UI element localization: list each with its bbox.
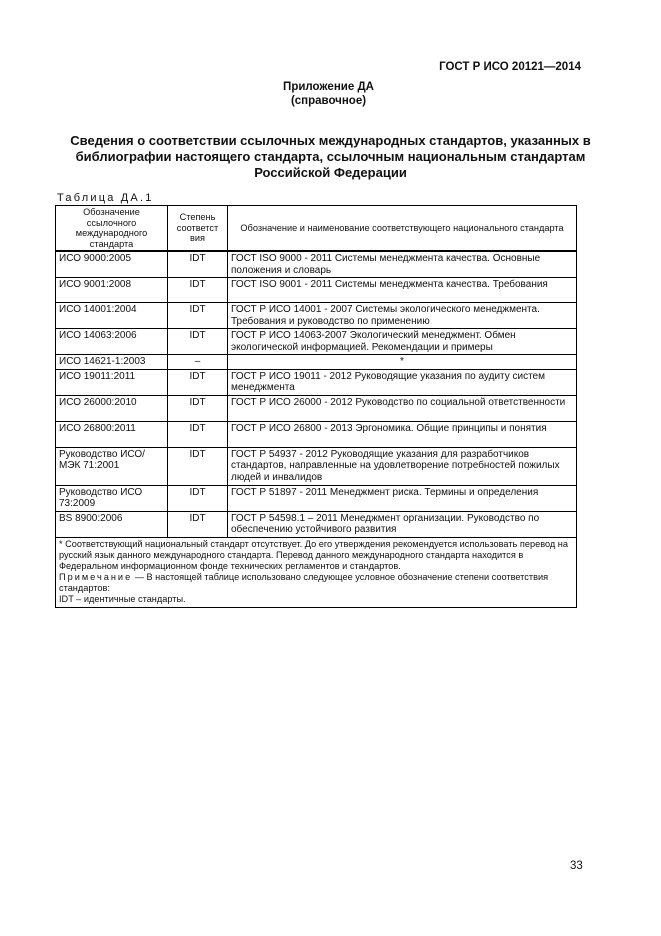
footnote-note	[59, 572, 573, 594]
cell-intl-standard: ИСО 9001:2008	[56, 278, 168, 303]
cell-degree: IDT	[168, 485, 228, 511]
table-row	[56, 421, 577, 447]
cell-degree: IDT	[168, 447, 228, 485]
standards-correspondence-table	[55, 205, 577, 608]
cell-intl-standard: Руководство ИСО/МЭК 71:2001	[56, 447, 168, 485]
note-text: — В настоящей таблице использовано следующее условное обозначение степени соответствия стандартов:	[59, 571, 549, 593]
table-footnote-row	[56, 537, 577, 607]
cell-degree: IDT	[168, 251, 228, 278]
cell-national-standard: ГОСТ ISO 9000 - 2011 Системы менеджмента качества. Основные положения и словарь	[228, 251, 577, 278]
table-row	[56, 329, 577, 355]
column-header-national: Обозначение и наименование соответствующего национального стандарта	[228, 206, 577, 252]
appendix-title: Приложение ДА	[283, 81, 374, 93]
cell-degree: IDT	[168, 329, 228, 355]
cell-degree: IDT	[168, 511, 228, 537]
cell-national-standard: *	[228, 355, 577, 370]
table-row	[56, 511, 577, 537]
cell-intl-standard: ИСО 26800:2011	[56, 421, 168, 447]
cell-national-standard: ГОСТ Р ИСО 14001 - 2007 Системы экологического менеджмента. Требования и руководство по применению	[228, 303, 577, 329]
table-header-row	[56, 206, 577, 252]
document-code: ГОСТ Р ИСО 20121—2014	[439, 61, 581, 73]
cell-national-standard: ГОСТ Р 51897 - 2011 Менеджмент риска. Термины и определения	[228, 485, 577, 511]
table-row	[56, 355, 577, 370]
cell-national-standard: ГОСТ Р ИСО 19011 - 2012 Руководящие указания по аудиту систем менеджмента	[228, 369, 577, 395]
cell-degree: –	[168, 355, 228, 370]
footnote-idt: IDT – идентичные стандарты.	[59, 593, 186, 604]
table-row	[56, 447, 577, 485]
table-row	[56, 485, 577, 511]
table-row	[56, 278, 577, 303]
cell-intl-standard: ИСО 9000:2005	[56, 251, 168, 278]
cell-degree: IDT	[168, 278, 228, 303]
table-row	[56, 395, 577, 421]
cell-degree: IDT	[168, 395, 228, 421]
table-label: Таблица ДА.1	[57, 192, 154, 204]
table-footnote	[56, 537, 577, 607]
appendix-heading	[0, 80, 661, 108]
cell-national-standard: ГОСТ Р 54598.1 – 2011 Менеджмент организации. Руководство по обеспечению устойчивого развития	[228, 511, 577, 537]
table-body	[56, 251, 577, 537]
cell-degree: IDT	[168, 369, 228, 395]
appendix-subtitle: (справочное)	[290, 95, 367, 107]
cell-intl-standard: BS 8900:2006	[56, 511, 168, 537]
footnote-star: * Соответствующий национальный стандарт отсутствует. До его утверждения рекомендуется использовать перевод на русский язык данного международного стандарта. Перевод данного международного стандарта находится в Федеральном информационном фонде технических регламентов и стандартов.	[59, 538, 568, 571]
cell-national-standard: ГОСТ Р ИСО 14063-2007 Экологический менеджмент. Обмен экологической информацией. Рекомендации и примеры	[228, 329, 577, 355]
table-row	[56, 369, 577, 395]
cell-intl-standard: ИСО 14621-1:2003	[56, 355, 168, 370]
cell-national-standard: ГОСТ ISO 9001 - 2011 Системы менеджмента качества. Требования	[228, 278, 577, 303]
cell-intl-standard: ИСО 14001:2004	[56, 303, 168, 329]
cell-intl-standard: ИСО 19011:2011	[56, 369, 168, 395]
column-header-degree: Степень соответст вия	[168, 206, 228, 252]
cell-intl-standard: ИСО 26000:2010	[56, 395, 168, 421]
table-row	[56, 251, 577, 278]
cell-intl-standard: Руководство ИСО 73:2009	[56, 485, 168, 511]
page-number: 33	[570, 860, 583, 872]
section-title: Сведения о соответствии ссылочных международных стандартов, указанных в библиографии настоящего стандарта, ссылочным национальным стандартам Российской Федерации	[70, 133, 591, 180]
table-row	[56, 303, 577, 329]
cell-degree: IDT	[168, 421, 228, 447]
cell-national-standard: ГОСТ Р ИСО 26800 - 2013 Эргономика. Общие принципы и понятия	[228, 421, 577, 447]
cell-intl-standard: ИСО 14063:2006	[56, 329, 168, 355]
note-label: Примечание	[59, 571, 133, 582]
cell-national-standard: ГОСТ Р ИСО 26000 - 2012 Руководство по социальной ответственности	[228, 395, 577, 421]
column-header-intl: Обозначение ссылочного международного стандарта	[56, 206, 168, 252]
cell-national-standard: ГОСТ Р 54937 - 2012 Руководящие указания для разработчиков стандартов, направленные на удовлетворение потребностей пожилых людей и инвалидов	[228, 447, 577, 485]
cell-degree: IDT	[168, 303, 228, 329]
